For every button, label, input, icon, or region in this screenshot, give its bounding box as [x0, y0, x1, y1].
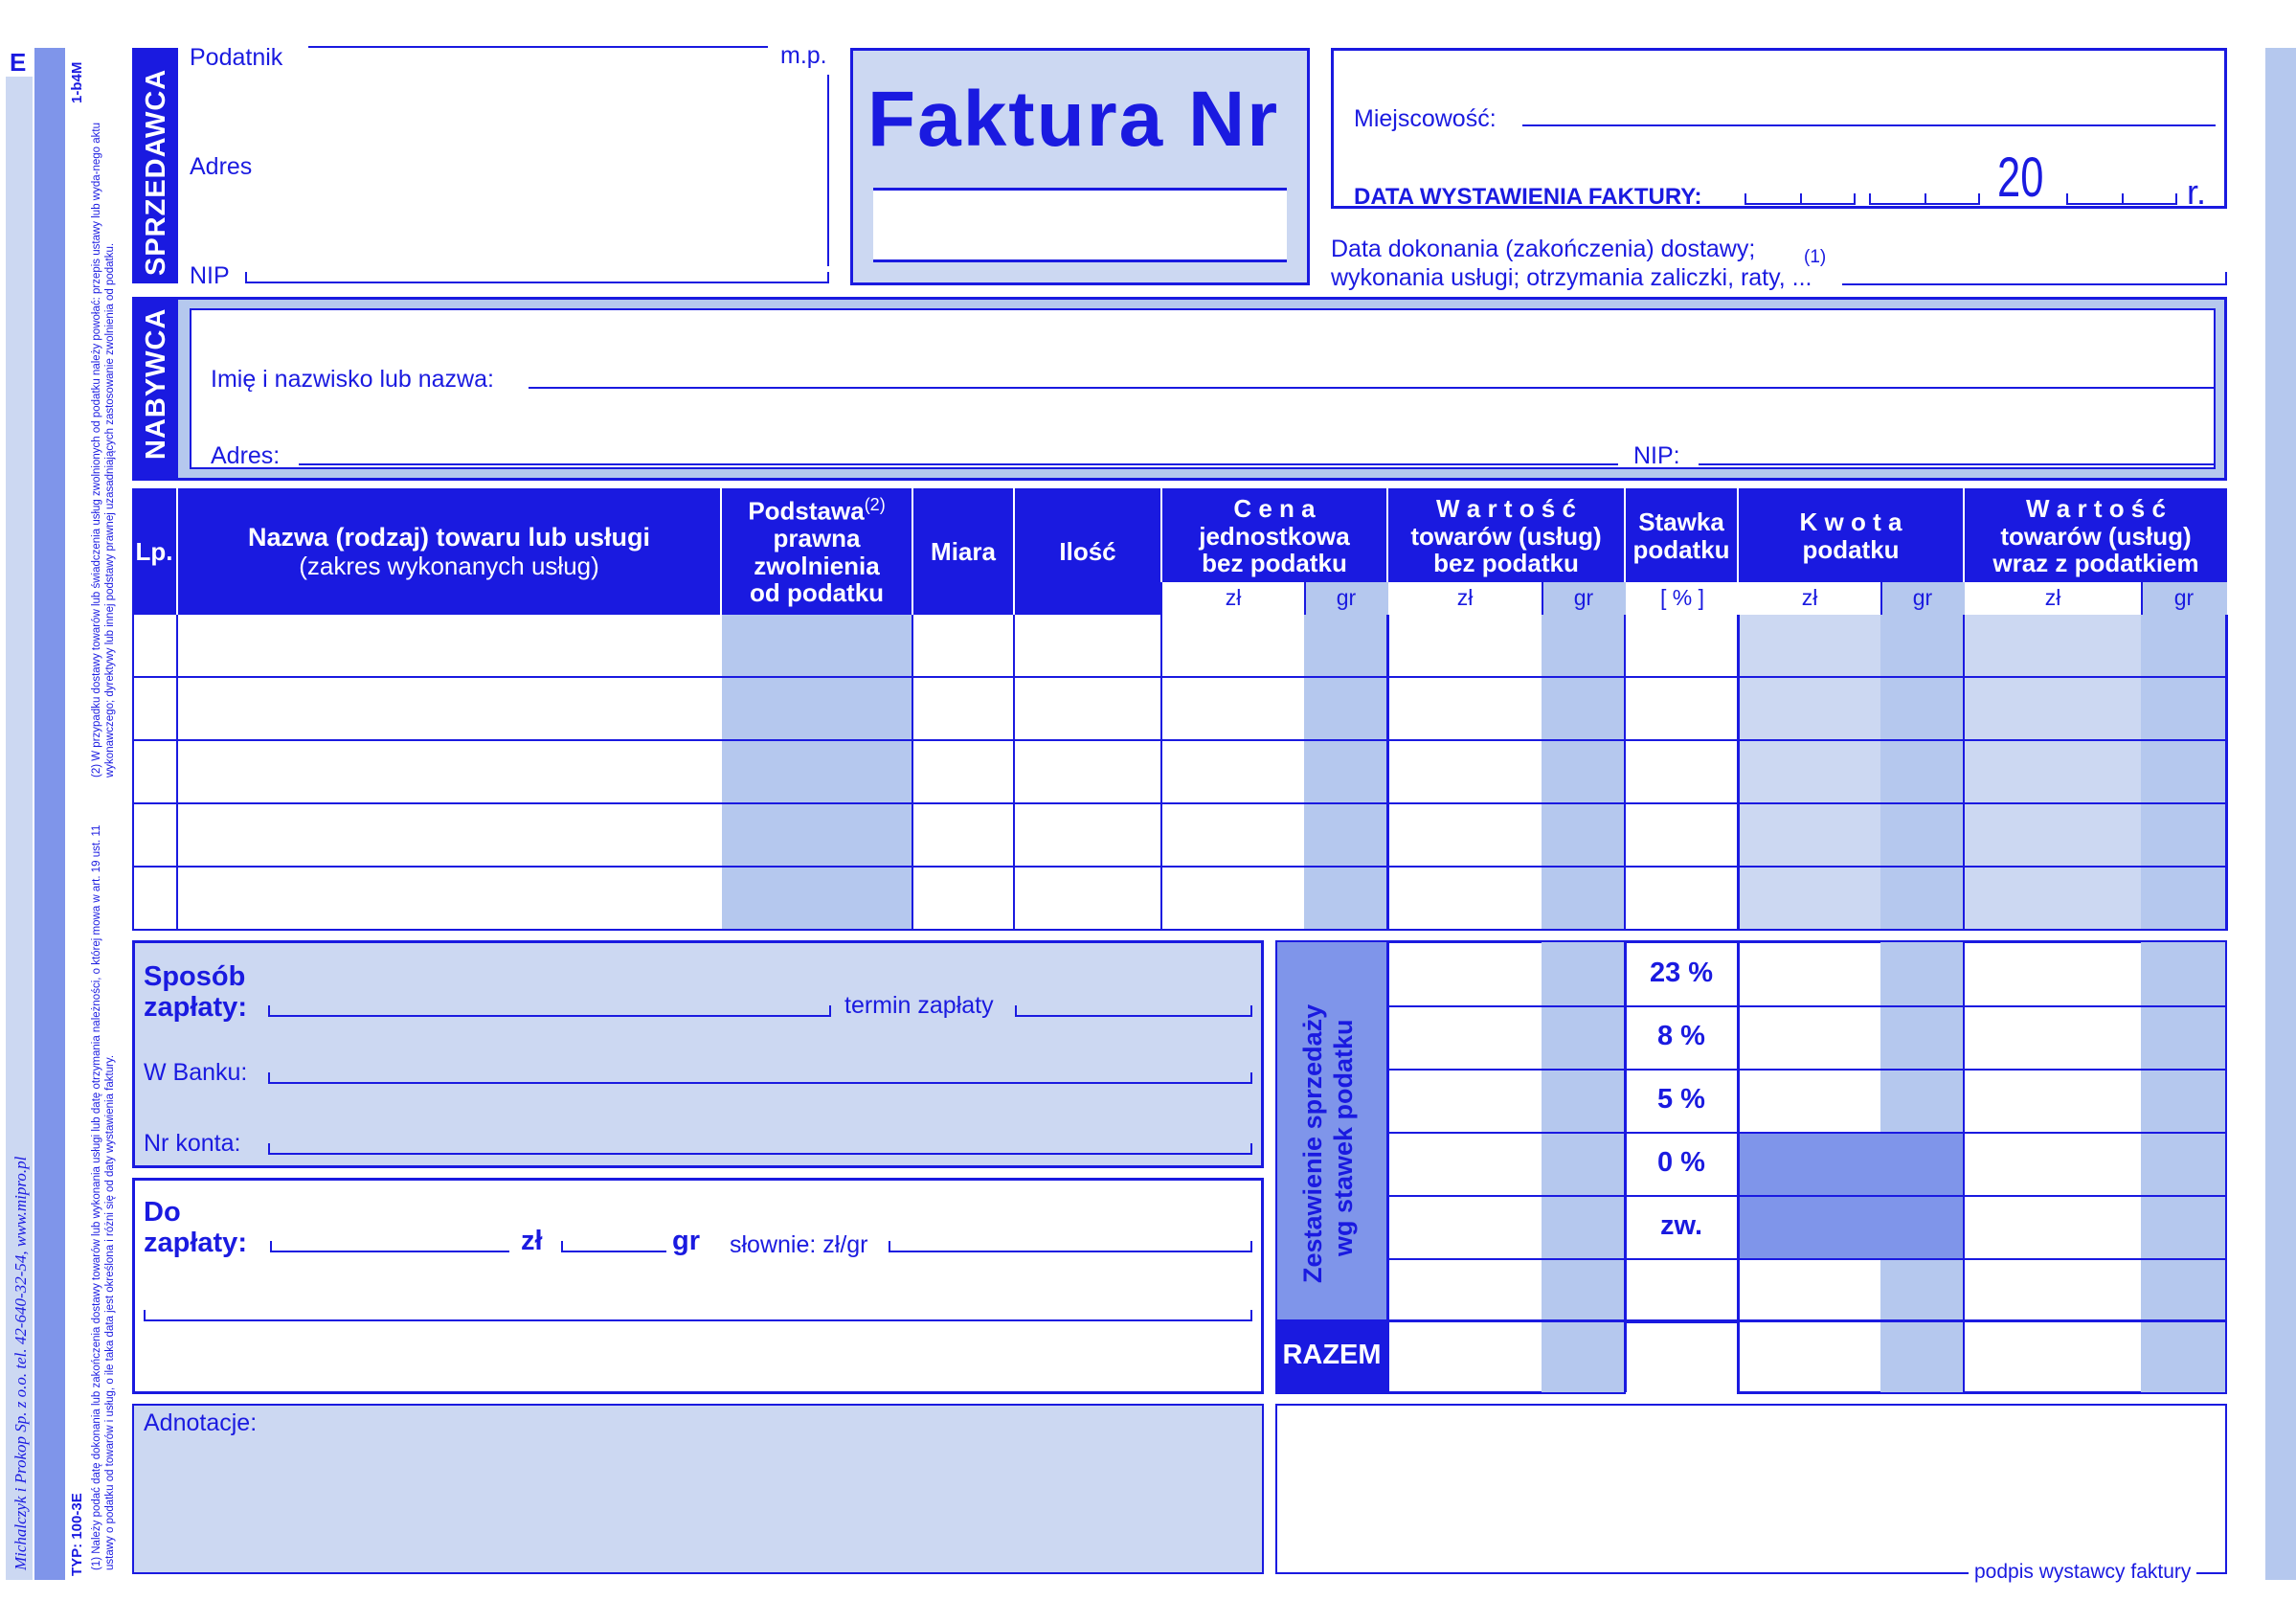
buyer-nip-label: NIP: — [1633, 442, 1680, 469]
tick — [268, 1005, 270, 1017]
footnote-1: (1) Należy podać datę dokonania lub zakończenia dostawy towarów lub wykonania usługi lub datę otrzymania należności, o której mowa w art. 19 ust. 11 ustawy o podatku od towarów i usług, o ile taka data jest określona i różni się od daty wystawienia faktury. — [91, 824, 116, 1570]
seller-nip-tick-r — [827, 272, 829, 283]
rate-exempt: zw. — [1659, 1210, 1703, 1242]
delivery-date-tick — [2225, 272, 2227, 283]
type-label: TYP: 100-3E — [69, 1493, 85, 1576]
issue-day-tick2 — [1800, 193, 1802, 205]
buyer-address-label: Adres: — [211, 442, 281, 469]
account-label: Nr konta: — [144, 1130, 241, 1157]
signature-label: podpis wystawcy faktury — [1969, 1561, 2196, 1584]
table-row[interactable] — [132, 866, 2227, 868]
col-tax-l1: K w o t a — [1799, 507, 1902, 537]
seller-nip-label: NIP — [190, 262, 230, 289]
col-line — [1386, 615, 1389, 931]
issue-year-tick1 — [2066, 193, 2068, 205]
tick — [1250, 1143, 1252, 1155]
tick — [1250, 1310, 1252, 1321]
col-unit: Miara — [931, 536, 996, 566]
col-price-l2: jednostkowa — [1199, 521, 1350, 551]
table-row[interactable] — [132, 739, 2227, 741]
buyer-address-line — [299, 463, 1618, 465]
unit-price-zl: zł — [1225, 585, 1242, 611]
buyer-nip-line — [1699, 463, 2214, 465]
col-line — [1963, 615, 1965, 931]
col-line — [912, 615, 913, 931]
signature-box[interactable] — [1275, 1404, 2227, 1574]
sum-rate-total-blank — [1626, 1321, 1737, 1398]
tick — [268, 1143, 270, 1155]
unit-sep — [1304, 582, 1306, 615]
col-basis-l3: zwolnienia — [754, 551, 880, 580]
place-line — [1522, 124, 2216, 126]
unit-gross-gr: gr — [2173, 585, 2195, 611]
seller-right-line — [827, 75, 829, 266]
buyer-name-line — [529, 387, 2214, 389]
unit-net-zl: zł — [1456, 585, 1474, 611]
due-date-line[interactable] — [1015, 1015, 1252, 1017]
unit-net-gr: gr — [1573, 585, 1594, 611]
amount-zl-label: zł — [521, 1226, 543, 1256]
seller-address-label: Adres — [190, 153, 253, 180]
sum-col-line — [1963, 942, 1965, 1392]
amount-gr-label: gr — [672, 1226, 700, 1256]
tick — [1250, 1005, 1252, 1017]
col-basis — [722, 488, 912, 615]
issue-year-tick3 — [2175, 193, 2177, 205]
col-name-sub: (zakres wykonanych usług) — [299, 551, 599, 580]
summary-row[interactable] — [1386, 1195, 2225, 1197]
unit-price-gr: gr — [1336, 585, 1357, 611]
amount-words-label: słownie: zł/gr — [730, 1231, 868, 1258]
col-net-l1: W a r t o ś ć — [1436, 494, 1576, 524]
col-net-l2: towarów (usług) — [1410, 521, 1602, 551]
col-rate-l2: podatku — [1632, 535, 1730, 564]
col-line — [1624, 615, 1626, 931]
col-basis-ref: (2) — [864, 494, 886, 514]
col-line — [1013, 615, 1015, 931]
form-code: 1-b4M — [69, 61, 85, 103]
summary-vertical-l2: wg stawek podatku — [1329, 1019, 1358, 1256]
col-price — [1162, 490, 1386, 582]
table-row[interactable] — [132, 929, 2227, 931]
podatnik-label: Podatnik — [190, 44, 283, 71]
col-qty: Ilość — [1059, 536, 1116, 566]
col-line — [1737, 615, 1740, 931]
tick — [144, 1310, 146, 1321]
col-line — [132, 615, 134, 931]
sum-net-gr-shade — [1542, 942, 1626, 1392]
buyer-name-tick — [190, 377, 191, 389]
summary-row[interactable] — [1386, 1005, 2225, 1007]
issue-month-tick1 — [1869, 193, 1871, 205]
buyer-section-title: NABYWCA — [141, 307, 171, 460]
amount-due-l1: Do — [144, 1197, 181, 1228]
unit-gross-zl: zł — [2044, 585, 2061, 611]
rate-0: 0 % — [1657, 1147, 1705, 1179]
sum-col-line — [1386, 942, 1389, 1392]
publisher-info: Michalczyk i Prokop Sp. z o.o. tel. 42-640-32-54, www.mipro.pl — [11, 1156, 30, 1570]
col-name — [178, 488, 720, 615]
tick — [561, 1241, 563, 1252]
col-price-l1: C e n a — [1233, 494, 1316, 524]
unit-tax-gr: gr — [1912, 585, 1933, 611]
buyer-name-label: Imię i nazwisko lub nazwa: — [211, 366, 494, 393]
col-basis-l4: od podatku — [749, 578, 885, 608]
amount-zl-line[interactable] — [270, 1251, 509, 1252]
account-line[interactable] — [268, 1153, 1252, 1155]
amount-due-box — [132, 1178, 1264, 1394]
seller-nip-tick-l — [245, 272, 247, 283]
summary-vertical-l1: Zestawienie sprzedaży — [1298, 1003, 1327, 1283]
rate-8: 8 % — [1657, 1021, 1705, 1052]
unit-sep — [1542, 582, 1543, 615]
sum-col-line — [1737, 942, 1740, 1392]
col-name-main: Nazwa (rodzaj) towaru lub usługi — [247, 522, 651, 552]
podatnik-line — [308, 46, 768, 48]
payment-method-line[interactable] — [268, 1015, 831, 1017]
col-basis-l2: prawna — [773, 524, 861, 553]
tick — [268, 1072, 270, 1084]
payment-box — [132, 940, 1264, 1168]
tick — [829, 1005, 831, 1017]
unit-sep — [2141, 582, 2143, 615]
right-edge-strip — [2265, 48, 2296, 1580]
side-strip-dark — [34, 48, 65, 1580]
bank-line[interactable] — [268, 1082, 1252, 1084]
notes-label: Adnotacje: — [144, 1409, 258, 1436]
col-basis-l1: Podstawa$^{(2)}$ — [748, 494, 886, 526]
col-line — [176, 615, 178, 931]
footnote-2: (2) W przypadku dostawy towarów lub świadczenia usług zwolnionych od podatku należy powołać: przepis ustawy lub wyda-nego aktu wykonawczego; dyrektywy lub innej podstawy prawnej uzasadniających zastosowanie zwolnienia od podatku. — [91, 123, 116, 778]
table-row[interactable] — [132, 802, 2227, 804]
sum-gross-gr-shade — [2141, 942, 2225, 1392]
seller-section-title: SPRZEDAWCA — [141, 68, 171, 276]
issue-day-tick1 — [1745, 193, 1746, 205]
col-line — [1160, 615, 1162, 931]
col-price-l3: bez podatku — [1202, 549, 1347, 578]
tick — [1015, 1005, 1017, 1017]
seller-nip-line — [245, 282, 829, 283]
col-gross-l3: wraz z podatkiem — [1992, 549, 2199, 578]
due-date-label: termin zapłaty — [844, 992, 994, 1019]
amount-words-line[interactable] — [889, 1251, 1252, 1252]
delivery-date-label-1: Data dokonania (zakończenia) dostawy; — [1331, 236, 1756, 262]
tick — [889, 1241, 890, 1252]
unit-rate-pct: [ % ] — [1659, 585, 1704, 611]
corner-letter: E — [10, 48, 27, 77]
summary-row[interactable] — [1386, 1132, 2225, 1134]
issue-date-label: DATA WYSTAWIENIA FAKTURY: — [1354, 184, 1702, 210]
col-gross — [1965, 490, 2227, 582]
amount-words-line-2[interactable] — [144, 1319, 1252, 1321]
payment-method-l1: Sposób — [144, 961, 246, 992]
issue-year-prefix: 20 — [1997, 147, 2044, 209]
items-net-gr-shade — [1542, 615, 1626, 931]
col-tax — [1739, 490, 1963, 582]
unit-sep — [1880, 582, 1882, 615]
summary-row[interactable] — [1386, 1258, 2225, 1260]
amount-gr-line[interactable] — [561, 1251, 666, 1252]
col-net — [1388, 490, 1624, 582]
items-tax-gr-shade — [1880, 615, 1965, 931]
items-basis-shade — [722, 615, 912, 931]
issue-month-tick3 — [1978, 193, 1980, 205]
summary-row[interactable] — [1386, 1069, 2225, 1071]
delivery-date-line — [1842, 283, 2227, 285]
payment-method-l2: zapłaty: — [144, 992, 247, 1023]
issue-month-tick2 — [1925, 193, 1926, 205]
items-price-gr-shade — [1304, 615, 1388, 931]
issue-year-suffix: r. — [2187, 172, 2207, 212]
issue-day-tick3 — [1854, 193, 1856, 205]
bank-label: W Banku: — [144, 1059, 248, 1086]
items-gross-gr-shade — [2141, 615, 2227, 931]
col-line — [2225, 615, 2228, 931]
notes-box[interactable] — [132, 1404, 1264, 1574]
col-lp: Lp. — [135, 536, 173, 566]
delivery-date-label-2: wykonania usługi; otrzymania zaliczki, raty, ... — [1331, 264, 1812, 291]
col-tax-l2: podatku — [1802, 535, 1900, 564]
issue-year-tick2 — [2122, 193, 2124, 205]
tick — [270, 1241, 272, 1252]
amount-due-l2: zapłaty: — [144, 1228, 247, 1258]
rate-23: 23 % — [1649, 958, 1714, 989]
invoice-title: Faktura Nr — [867, 76, 1280, 163]
mp-label: m.p. — [780, 42, 827, 69]
tick — [1250, 1072, 1252, 1084]
col-gross-l1: W a r t o ś ć — [2026, 494, 2166, 524]
delivery-date-ref: (1) — [1804, 247, 1827, 267]
tick — [1250, 1241, 1252, 1252]
rate-5: 5 % — [1657, 1084, 1705, 1116]
place-label: Miejscowość: — [1354, 105, 1497, 132]
invoice-number-field[interactable] — [873, 188, 1287, 262]
col-rate-l1: Stawka — [1638, 507, 1724, 537]
col-gross-l2: towarów (usług) — [2000, 521, 2192, 551]
table-row[interactable] — [132, 676, 2227, 678]
summary-total-label: RAZEM — [1282, 1340, 1382, 1371]
col-net-l3: bez podatku — [1433, 549, 1579, 578]
sum-bottom-gap — [1626, 1394, 1737, 1398]
summary-row[interactable] — [1277, 1319, 2227, 1322]
col-rate — [1626, 490, 1737, 582]
unit-tax-zl: zł — [1801, 585, 1818, 611]
